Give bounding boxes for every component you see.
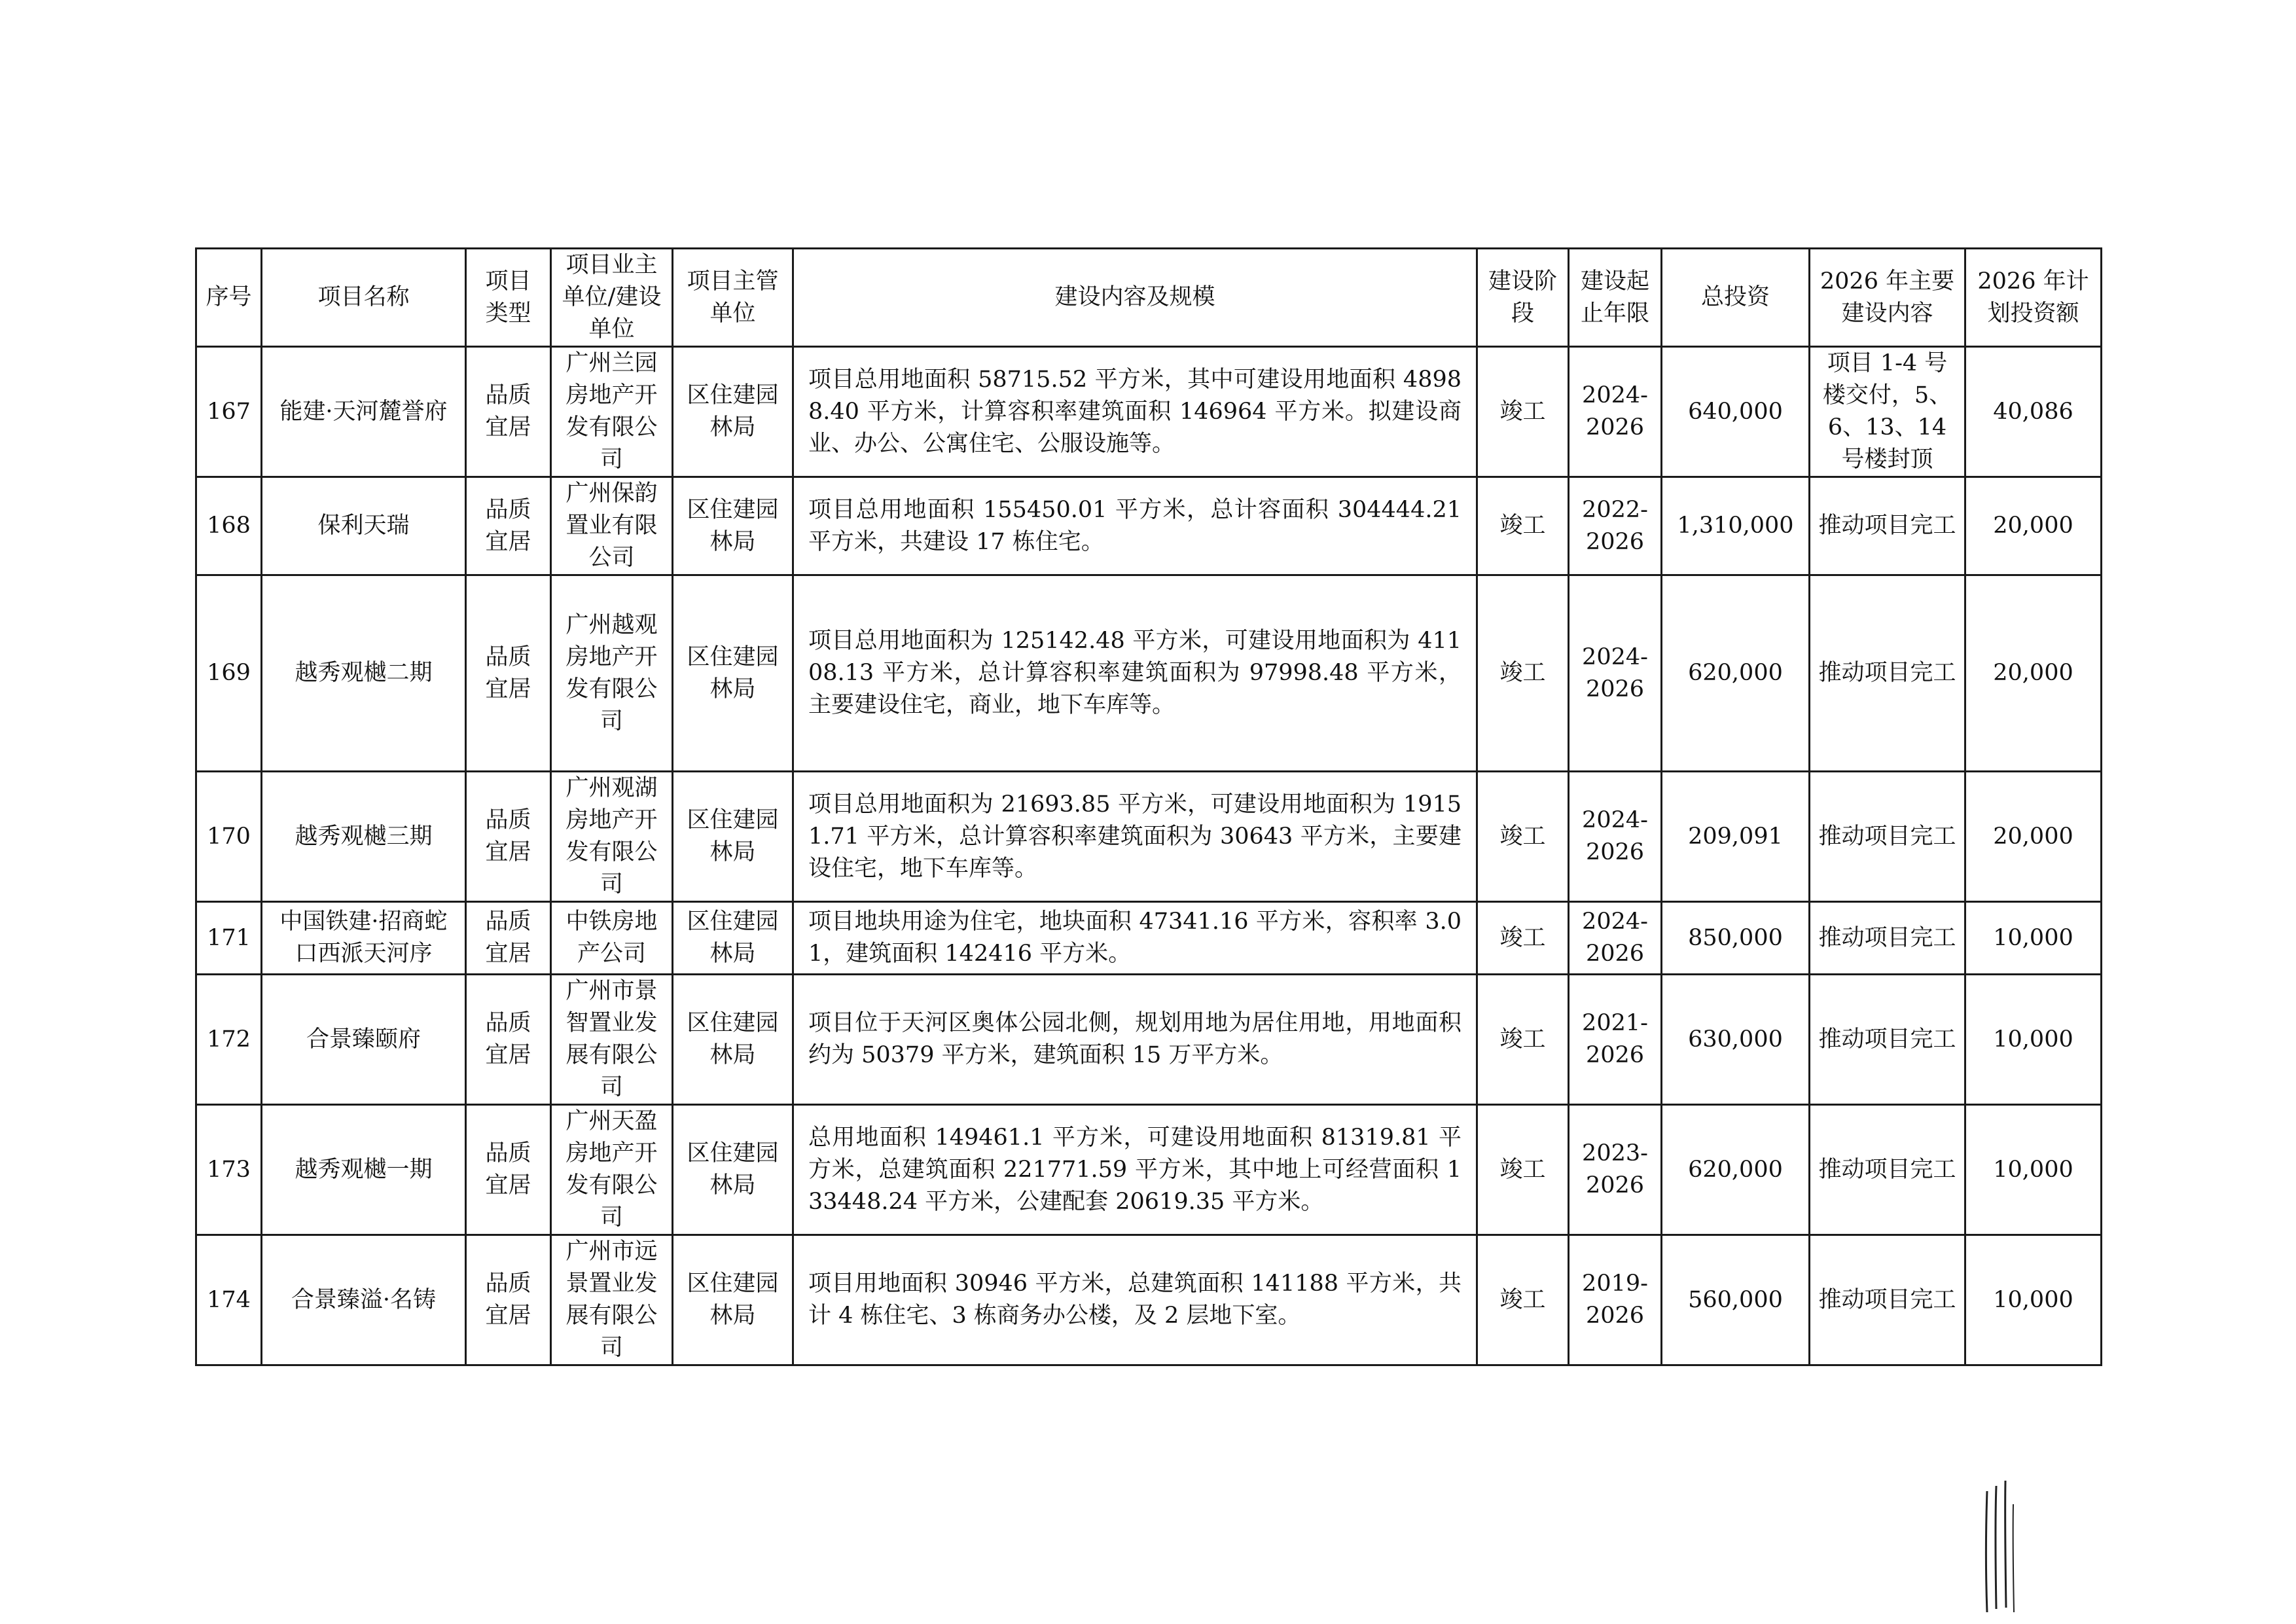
header-cell: 2026 年计划投资额 [1965,249,2102,347]
owner-unit: 广州天盈房地产开发有限公司 [551,1105,673,1235]
header-cell: 项目名称 [262,249,466,347]
table-row [196,975,2102,1105]
header-cell: 项目业主单位/建设单位 [551,249,673,347]
table-header-row [196,249,2102,347]
table-row [196,772,2102,902]
main-content-2026: 推动项目完工 [1810,902,1965,975]
row-number: 171 [196,902,262,975]
supervising-unit: 区住建园林局 [673,347,793,477]
planned-investment-2026: 10,000 [1965,902,2102,975]
table-row [196,575,2102,772]
construction-content: 项目位于天河区奥体公园北侧，规划用地为居住用地，用地面积约为 50379 平方米，建筑面积 15 万平方米。 [793,975,1477,1105]
row-number: 172 [196,975,262,1105]
total-investment: 620,000 [1662,575,1810,772]
table-row [196,1105,2102,1235]
total-investment: 640,000 [1662,347,1810,477]
planned-investment-2026: 10,000 [1965,1235,2102,1365]
total-investment: 1,310,000 [1662,477,1810,575]
main-content-2026: 推动项目完工 [1810,1235,1965,1365]
planned-investment-2026: 40,086 [1965,347,2102,477]
main-content-2026: 推动项目完工 [1810,575,1965,772]
header-cell: 建设内容及规模 [793,249,1477,347]
construction-stage: 竣工 [1477,575,1569,772]
construction-content: 总用地面积 149461.1 平方米，可建设用地面积 81319.81 平方米，总建筑面积 221771.59 平方米，其中地上可经营面积 133448.24 平方米，公建配套 20619.35 平方米。 [793,1105,1477,1235]
total-investment: 209,091 [1662,772,1810,902]
planned-investment-2026: 20,000 [1965,772,2102,902]
project-type: 品质宜居 [466,975,551,1105]
construction-period: 2021-2026 [1569,975,1662,1105]
construction-stage: 竣工 [1477,1235,1569,1365]
construction-stage: 竣工 [1477,975,1569,1105]
construction-period: 2022-2026 [1569,477,1662,575]
project-type: 品质宜居 [466,902,551,975]
project-type: 品质宜居 [466,772,551,902]
project-type: 品质宜居 [466,1235,551,1365]
project-name: 合景臻颐府 [262,975,466,1105]
supervising-unit: 区住建园林局 [673,772,793,902]
main-content-2026: 推动项目完工 [1810,477,1965,575]
page-number-mark [1983,1478,2017,1614]
construction-period: 2024-2026 [1569,347,1662,477]
owner-unit: 中铁房地产公司 [551,902,673,975]
construction-content: 项目总用地面积为 125142.48 平方米，可建设用地面积为 41108.13 平方米，总计算容积率建筑面积为 97998.48 平方米，主要建设住宅，商业，地下车库等。 [793,575,1477,772]
project-name: 中国铁建·招商蛇口西派天河序 [262,902,466,975]
table-row [196,1235,2102,1365]
main-content-2026: 推动项目完工 [1810,772,1965,902]
construction-stage: 竣工 [1477,347,1569,477]
header-cell: 总投资 [1662,249,1810,347]
construction-content: 项目总用地面积 155450.01 平方米，总计容面积 304444.21 平方米，共建设 17 栋住宅。 [793,477,1477,575]
supervising-unit: 区住建园林局 [673,975,793,1105]
supervising-unit: 区住建园林局 [673,575,793,772]
planned-investment-2026: 10,000 [1965,1105,2102,1235]
main-content-2026: 项目 1-4 号楼交付，5、6、13、14 号楼封顶 [1810,347,1965,477]
construction-stage: 竣工 [1477,902,1569,975]
planned-investment-2026: 20,000 [1965,477,2102,575]
project-name: 合景臻溢·名铸 [262,1235,466,1365]
header-cell: 建设起止年限 [1569,249,1662,347]
project-name: 越秀观樾三期 [262,772,466,902]
header-cell: 序号 [196,249,262,347]
supervising-unit: 区住建园林局 [673,1105,793,1235]
row-number: 173 [196,1105,262,1235]
construction-content: 项目用地面积 30946 平方米，总建筑面积 141188 平方米，共计 4 栋住宅、3 栋商务办公楼，及 2 层地下室。 [793,1235,1477,1365]
row-number: 170 [196,772,262,902]
header-cell: 项目类型 [466,249,551,347]
owner-unit: 广州市远景置业发展有限公司 [551,1235,673,1365]
owner-unit: 广州观湖房地产开发有限公司 [551,772,673,902]
construction-content: 项目总用地面积 58715.52 平方米，其中可建设用地面积 48988.40 平方米，计算容积率建筑面积 146964 平方米。拟建设商业、办公、公寓住宅、公服设施等。 [793,347,1477,477]
row-number: 167 [196,347,262,477]
main-content-2026: 推动项目完工 [1810,1105,1965,1235]
project-table [195,247,2102,1366]
owner-unit: 广州兰园房地产开发有限公司 [551,347,673,477]
project-name: 越秀观樾一期 [262,1105,466,1235]
project-type: 品质宜居 [466,1105,551,1235]
construction-stage: 竣工 [1477,772,1569,902]
construction-period: 2024-2026 [1569,575,1662,772]
owner-unit: 广州保韵置业有限公司 [551,477,673,575]
project-name: 保利天瑞 [262,477,466,575]
total-investment: 560,000 [1662,1235,1810,1365]
construction-period: 2023-2026 [1569,1105,1662,1235]
construction-content: 项目地块用途为住宅，地块面积 47341.16 平方米，容积率 3.01，建筑面积 142416 平方米。 [793,902,1477,975]
total-investment: 850,000 [1662,902,1810,975]
construction-period: 2024-2026 [1569,772,1662,902]
supervising-unit: 区住建园林局 [673,902,793,975]
construction-stage: 竣工 [1477,477,1569,575]
construction-content: 项目总用地面积为 21693.85 平方米，可建设用地面积为 19151.71 平方米，总计算容积率建筑面积为 30643 平方米，主要建设住宅，地下车库等。 [793,772,1477,902]
planned-investment-2026: 20,000 [1965,575,2102,772]
construction-period: 2024-2026 [1569,902,1662,975]
supervising-unit: 区住建园林局 [673,477,793,575]
owner-unit: 广州越观房地产开发有限公司 [551,575,673,772]
table-row [196,477,2102,575]
row-number: 174 [196,1235,262,1365]
header-cell: 建设阶段 [1477,249,1569,347]
owner-unit: 广州市景智置业发展有限公司 [551,975,673,1105]
header-cell: 项目主管单位 [673,249,793,347]
header-cell: 2026 年主要建设内容 [1810,249,1965,347]
construction-period: 2019-2026 [1569,1235,1662,1365]
total-investment: 620,000 [1662,1105,1810,1235]
table-row [196,347,2102,477]
row-number: 169 [196,575,262,772]
total-investment: 630,000 [1662,975,1810,1105]
table-row [196,902,2102,975]
row-number: 168 [196,477,262,575]
planned-investment-2026: 10,000 [1965,975,2102,1105]
project-type: 品质宜居 [466,477,551,575]
project-name: 能建·天河麓誉府 [262,347,466,477]
supervising-unit: 区住建园林局 [673,1235,793,1365]
project-type: 品质宜居 [466,575,551,772]
construction-stage: 竣工 [1477,1105,1569,1235]
main-content-2026: 推动项目完工 [1810,975,1965,1105]
project-type: 品质宜居 [466,347,551,477]
project-name: 越秀观樾二期 [262,575,466,772]
